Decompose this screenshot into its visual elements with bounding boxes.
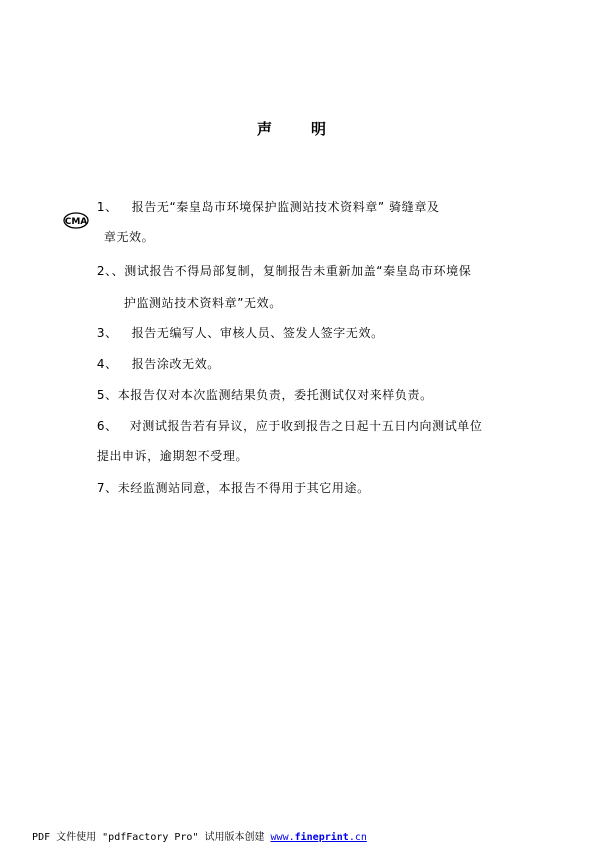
item-text: 本报告仅对本次监测结果负责，委托测试仅对来样负责。 [117, 388, 433, 402]
item-text: 护监测站技术资料章”无效。 [123, 296, 282, 310]
item-number: 1、 [96, 200, 118, 214]
pdf-footer-note [20, 820, 367, 844]
item-text: 对测试报告若有异议，应于收到报告之日起十五日内向测试单位 [129, 419, 483, 433]
item-text: 测试报告不得局部复制，复制报告未重新加盖“秦皇岛市环境保 [124, 264, 472, 278]
svg-text:CMA: CMA [64, 217, 88, 227]
item-text: 报告涂改无效。 [131, 357, 220, 371]
item-number: 5、 [96, 388, 118, 402]
item-text: 报告无“秦皇岛市环境保护监测站技术资料章” 骑缝章及 [131, 200, 440, 214]
item-number: 2、、 [96, 264, 125, 278]
statement-item-5 [88, 371, 433, 403]
item-number: 6、 [96, 419, 118, 433]
page-title: 声 明 [256, 120, 338, 138]
statement-item-1-continued [95, 213, 154, 245]
statement-item-7 [88, 464, 370, 496]
link-suffix: .cn [348, 832, 367, 843]
item-number: 7、 [96, 481, 118, 495]
link-prefix: www. [270, 832, 295, 843]
footer-text: PDF 文件使用 "pdfFactory Pro" 试用版本创建 [32, 832, 271, 843]
item-number: 3、 [96, 326, 118, 340]
item-text: 提出申诉，逾期恕不受理。 [96, 449, 249, 463]
item-number: 4、 [96, 357, 118, 371]
statement-item-1 [88, 183, 440, 215]
item-text: 未经监测站同意，本报告不得用于其它用途。 [117, 481, 370, 495]
statement-item-6-continued [88, 432, 248, 464]
item-text: 报告无编写人、审核人员、签发人签字无效。 [131, 326, 384, 340]
statement-item-4 [88, 340, 220, 372]
cma-seal-icon [63, 212, 89, 229]
statement-item-2-continued [115, 279, 282, 311]
item-text: 章无效。 [103, 230, 155, 244]
statement-item-3 [88, 309, 384, 341]
statement-item-2 [88, 247, 471, 279]
statement-item-6 [88, 402, 483, 434]
link-bold: fineprint [294, 832, 349, 843]
fineprint-link[interactable] [271, 832, 367, 843]
